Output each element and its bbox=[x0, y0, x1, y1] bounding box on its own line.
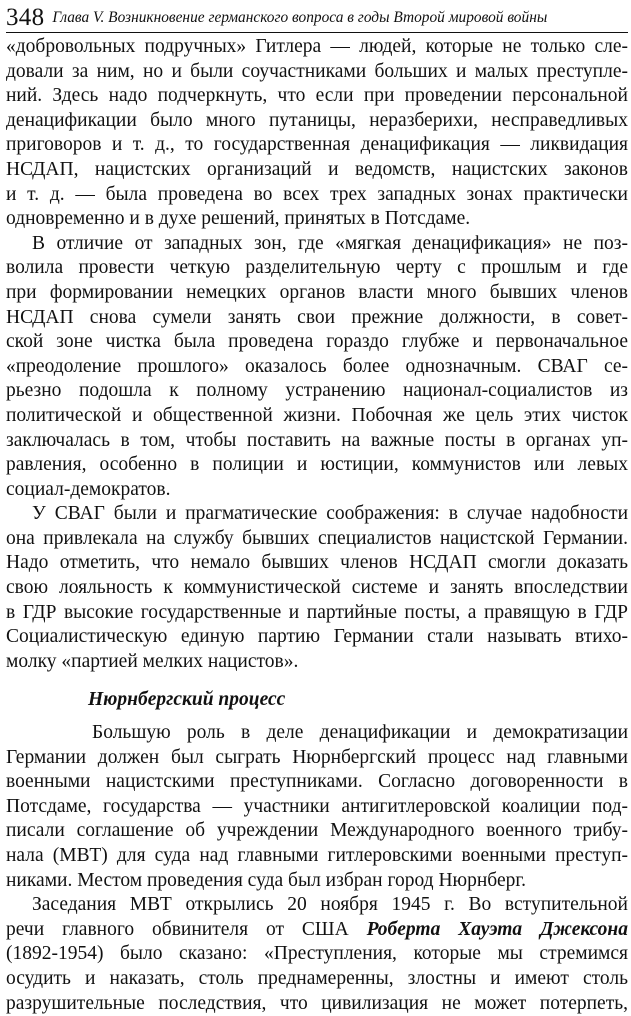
text-line: при формировании немецких органов власти много бывших членов bbox=[6, 281, 628, 303]
text-line: волила провести четкую разделительную черту с прошлым и где bbox=[6, 257, 628, 279]
text-line: разрушительные последствия, что цивилизация не может потерпеть, bbox=[6, 992, 628, 1014]
text-line: заключалась в том, чтобы поставить на важные посты в органах уп- bbox=[6, 429, 628, 451]
text-line: свою лояльность к коммунистической системе и занять впоследствии bbox=[6, 577, 628, 599]
text-line: в ГДР высокие государственные и партийные посты, а правящую в ГДР bbox=[6, 601, 628, 623]
page-number: 348 bbox=[6, 4, 45, 31]
text-line: ний. Здесь надо подчеркнуть, что если при проведении персональной bbox=[6, 85, 628, 107]
text-line: молку «партией мелких нацистов». bbox=[6, 650, 299, 672]
text-line: «добровольных подручных» Гитлера — людей, которые не только сле- bbox=[6, 36, 628, 57]
text-line: политической и общественной жизни. Побочная же цель этих чисток bbox=[6, 404, 628, 426]
paragraph-3 bbox=[6, 502, 628, 674]
text-line: приговоров и т. д., то государственная денацификация — ликвидация bbox=[6, 134, 628, 156]
paragraph-1 bbox=[6, 35, 628, 232]
text-line: равления, особенно в полиции и юстиции, коммунистов или левых bbox=[6, 454, 628, 476]
text-line: она привлекала на службу бывших специалистов нацистской Германии. bbox=[6, 527, 628, 549]
text-line bbox=[6, 918, 628, 943]
text-line: Потсдаме, государства — участники антигитлеровской коалиции под- bbox=[6, 795, 628, 817]
text-line: Надо отметить, что немало бывших членов НСДАП смогли доказать bbox=[6, 552, 628, 574]
text-line: ской зоне чистка была проведена гораздо глубже и первоначальное bbox=[6, 331, 628, 353]
text-line: денацификации было много путаницы, неразберихи, несправедливых bbox=[6, 109, 628, 131]
person-name: Роберта Хауэта Джексона bbox=[366, 918, 628, 940]
text-line: нала (МВТ) для суда над главными гитлеровскими военными преступ- bbox=[6, 845, 628, 866]
text-line: У СВАГ были и прагматические соображения: в случае надобности bbox=[32, 503, 628, 525]
text-line: одновременно и в духе решений, принятых в Потсдаме. bbox=[6, 208, 471, 230]
section-heading: Нюрнбергский процесс bbox=[88, 689, 286, 711]
paragraph-5 bbox=[6, 893, 628, 1016]
page-body bbox=[6, 35, 628, 1016]
text-line: «преодоление прошлого» оказалось более однозначным. СВАГ се- bbox=[6, 355, 628, 377]
paragraph-2 bbox=[6, 232, 628, 503]
text-line: Большую роль в деле денацификации и демократизации bbox=[92, 722, 628, 744]
text-line: осудить и наказать, столь преднамеренны, злостны и имеют столь bbox=[6, 967, 628, 989]
text-line: Германии должен был сыграть Нюрнбергский процесс над главными bbox=[6, 746, 628, 768]
text-line: НСДАП, нацистских организаций и ведомств, нацистских законов bbox=[6, 158, 628, 180]
text-line: (1892-1954) было сказано: «Преступления, которые мы стремимся bbox=[6, 943, 628, 965]
text-line: Социалистическую единую партию Германии стали называть втихо- bbox=[6, 626, 628, 648]
text-line: довали за ним, но и были соучастниками больших и малых преступле- bbox=[6, 60, 628, 82]
text-line: и т. д. — была проведена во всех трех западных зонах практически bbox=[6, 183, 628, 205]
paragraph-4 bbox=[6, 721, 628, 893]
running-title: Глава V. Возникновение германского вопроса в годы Второй мировой войны bbox=[52, 9, 548, 26]
text-line: писали соглашение об учреждении Международного военного трибу- bbox=[6, 820, 628, 842]
text-line: никами. Местом проведения суда был избран город Нюрнберг. bbox=[6, 869, 527, 891]
text-line: Заседания МВТ открылись 20 ноября 1945 г. Во вступительной bbox=[32, 894, 628, 916]
text-line: рьезно подошла к полному устранению национал-социалистов из bbox=[6, 380, 628, 402]
text-line: военными нацистскими преступниками. Согласно договоренности в bbox=[6, 771, 628, 793]
text-line: В отличие от западных зон, где «мягкая денацификация» не поз- bbox=[32, 232, 628, 254]
running-header bbox=[6, 0, 628, 33]
text-fragment: речи главного обвинителя от США bbox=[6, 918, 367, 940]
text-line: НСДАП снова сумели занять свои прежние должности, в совет- bbox=[6, 306, 628, 328]
text-line: социал-демократов. bbox=[6, 478, 171, 500]
